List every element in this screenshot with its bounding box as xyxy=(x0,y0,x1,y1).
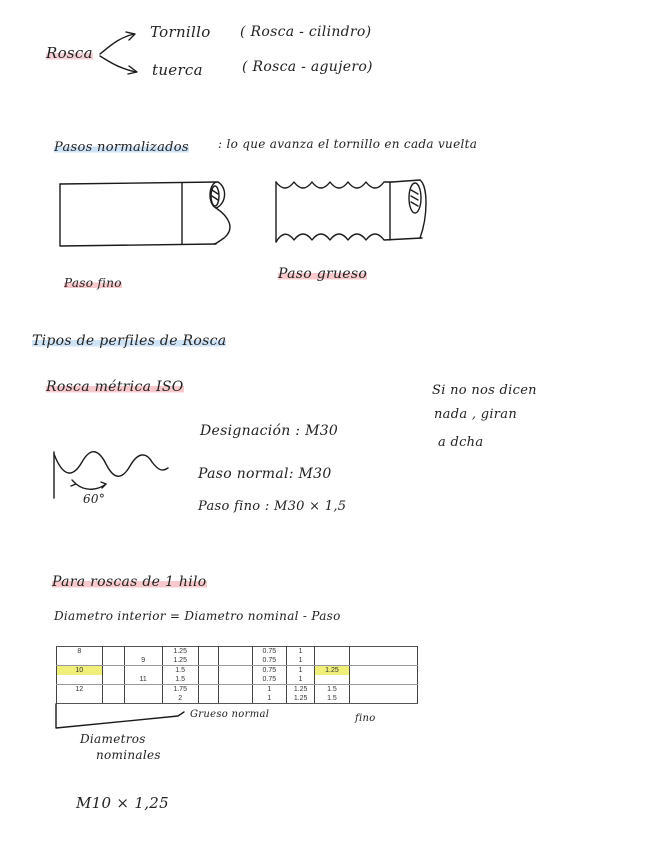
tipos-heading: Tipos de perfiles de Rosca xyxy=(32,333,227,349)
paso-fino-example: Paso fino : M30 × 1,5 xyxy=(198,499,347,514)
table-cell: 11 xyxy=(124,675,162,685)
side-note-line-1: Si no nos dicen xyxy=(432,383,537,398)
side-note-line-2: nada , giran xyxy=(434,407,518,422)
table-cell xyxy=(218,675,252,685)
table-cell xyxy=(57,675,103,685)
branch-arrows xyxy=(96,28,152,84)
table-cell xyxy=(349,656,417,666)
table-cell: 12 xyxy=(57,685,103,695)
table-cell xyxy=(198,675,218,685)
table-cell xyxy=(218,656,252,666)
table-cell: 1 xyxy=(286,666,314,676)
table-cell xyxy=(349,647,417,657)
table-cell xyxy=(124,666,162,676)
table-cell: 1 xyxy=(286,647,314,657)
diametros-label-line-2: nominales xyxy=(96,748,161,762)
table-cell: 1 xyxy=(286,656,314,666)
table-cell xyxy=(218,647,252,657)
table-cell xyxy=(198,656,218,666)
table-cell: 0.75 xyxy=(252,656,286,666)
tuerca-desc: ( Rosca - agujero) xyxy=(242,59,373,75)
table-cell: 1.25 xyxy=(286,694,314,704)
table-cell xyxy=(315,656,349,666)
table-cell: 0.75 xyxy=(252,675,286,685)
table-cell xyxy=(218,685,252,695)
table-cell xyxy=(349,694,417,704)
tornillo-label: Tornillo xyxy=(150,23,211,41)
table-cell xyxy=(102,656,124,666)
table-cell: 1.25 xyxy=(162,656,198,666)
table-cell: 1.5 xyxy=(162,666,198,676)
table-cell: 1.5 xyxy=(315,694,349,704)
tornillo-desc: ( Rosca - cilindro) xyxy=(240,24,372,40)
table-cell xyxy=(102,675,124,685)
table-cell xyxy=(198,685,218,695)
table-cell: 1 xyxy=(252,694,286,704)
table-cell xyxy=(349,675,417,685)
thread-profile-drawing xyxy=(50,440,190,505)
tuerca-label: tuerca xyxy=(152,61,203,79)
table-cell: 0.75 xyxy=(252,666,286,676)
pasos-heading: Pasos normalizados xyxy=(54,140,189,155)
table-cell xyxy=(349,666,417,676)
table-cell: 1 xyxy=(252,685,286,695)
table-cell xyxy=(102,647,124,657)
table-row xyxy=(57,685,418,695)
fine-pitch-screw-drawing xyxy=(58,180,238,250)
designacion-text: Designación : M30 xyxy=(200,423,339,439)
table-row xyxy=(57,666,418,676)
grueso-normal-label: Grueso normal xyxy=(190,709,270,720)
coarse-pitch-screw-drawing xyxy=(272,176,432,246)
table-cell xyxy=(315,647,349,657)
paso-normal-text: Paso normal: M30 xyxy=(198,466,332,482)
paso-fino-label: Paso fino xyxy=(64,276,122,290)
side-note-line-3: a dcha xyxy=(438,435,484,450)
table-cell: 8 xyxy=(57,647,103,657)
table-cell: 10 xyxy=(57,666,103,676)
table-cell: 1.5 xyxy=(162,675,198,685)
nominal-diameter-bracket xyxy=(52,702,192,732)
table-cell xyxy=(218,694,252,704)
pasos-definition: : lo que avanza el tornillo en cada vuelta xyxy=(218,137,478,151)
table-cell xyxy=(57,656,103,666)
table-cell xyxy=(198,647,218,657)
table-cell xyxy=(124,647,162,657)
table-row xyxy=(57,675,418,685)
table-cell xyxy=(198,694,218,704)
table-cell: 1.25 xyxy=(286,685,314,695)
diameter-formula: Diametro interior = Diametro nominal - Paso xyxy=(54,609,341,623)
example-designation: M10 × 1,25 xyxy=(76,794,169,812)
rosca-metrica-heading: Rosca métrica ISO xyxy=(46,379,184,395)
table-cell: 0.75 xyxy=(252,647,286,657)
table-cell xyxy=(124,685,162,695)
table-cell xyxy=(198,666,218,676)
table-cell xyxy=(349,685,417,695)
table-cell xyxy=(315,675,349,685)
rosca-label: Rosca xyxy=(46,44,93,62)
para-roscas-heading: Para roscas de 1 hilo xyxy=(52,574,207,590)
table-cell: 2 xyxy=(162,694,198,704)
angle-label: 60° xyxy=(83,492,106,506)
fino-label: fino xyxy=(355,713,376,724)
table-cell: 1.75 xyxy=(162,685,198,695)
table-row xyxy=(57,656,418,666)
table-cell xyxy=(102,666,124,676)
paso-grueso-label: Paso grueso xyxy=(278,266,368,282)
table-cell: 1.25 xyxy=(315,666,349,676)
table-cell: 9 xyxy=(124,656,162,666)
table-row xyxy=(57,647,418,657)
table-cell: 1.25 xyxy=(162,647,198,657)
table-cell: 1 xyxy=(286,675,314,685)
table-cell xyxy=(218,666,252,676)
table-cell xyxy=(102,685,124,695)
table-cell: 1.5 xyxy=(315,685,349,695)
thread-pitch-table xyxy=(56,646,418,704)
diametros-label-line-1: Diametros xyxy=(80,732,146,746)
